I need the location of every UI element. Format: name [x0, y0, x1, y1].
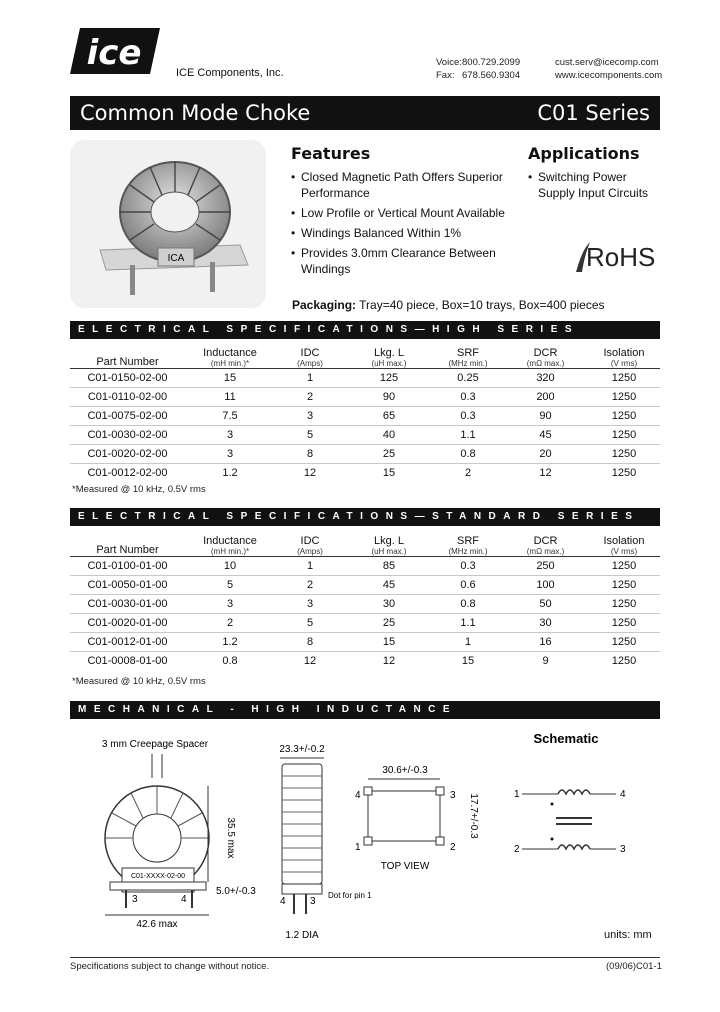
side-pin-3: 3 — [310, 896, 316, 907]
col-header: Lkg. L (uH max.) — [371, 347, 407, 368]
spec-cell: 12 — [275, 464, 345, 483]
product-title: Common Mode Choke — [80, 101, 311, 125]
table-header-row — [70, 342, 660, 369]
contact-online — [555, 56, 665, 82]
series-title: C01 Series — [537, 101, 650, 125]
mechanical-drawing — [70, 728, 660, 948]
spec-cell: 0.3 — [433, 407, 503, 426]
spec-cell: 0.8 — [433, 595, 503, 614]
spec-cell: 65 — [345, 407, 433, 426]
spec-cell: 0.8 — [433, 445, 503, 464]
top-view-label: TOP VIEW — [380, 861, 430, 872]
spec-cell: 8 — [275, 633, 345, 652]
spec-cell: 1.2 — [185, 633, 275, 652]
schematic-pin-1: 1 — [514, 789, 520, 800]
spec-cell: 11 — [185, 388, 275, 407]
spec-cell: 2 — [275, 388, 345, 407]
spec-cell: 5 — [275, 426, 345, 445]
spec-cell: 16 — [503, 633, 588, 652]
col-header: Isolation (V rms) — [603, 347, 645, 368]
part-number-cell: C01-0100-01-00 — [70, 557, 185, 576]
spec-cell: 1250 — [588, 614, 660, 633]
spec-cell: 7.5 — [185, 407, 275, 426]
table-row — [70, 557, 660, 576]
spec-cell: 1250 — [588, 633, 660, 652]
spec-cell: 12 — [275, 652, 345, 671]
applications-section — [528, 144, 660, 205]
spec-cell: 15 — [433, 652, 503, 671]
website[interactable]: www.icecomponents.com — [555, 70, 663, 81]
standard-series-note: *Measured @ 10 kHz, 0.5V rms — [72, 676, 206, 687]
spec-cell: 0.25 — [433, 369, 503, 388]
spec-cell: 2 — [275, 576, 345, 595]
spec-cell: 250 — [503, 557, 588, 576]
spec-cell: 15 — [345, 464, 433, 483]
schematic-pin-2: 2 — [514, 844, 520, 855]
table-header-row — [70, 530, 660, 557]
col-header: SRF (MHz min.) — [448, 347, 488, 368]
spec-cell: 1250 — [588, 557, 660, 576]
standard-series-bar: ELECTRICAL SPECIFICATIONS—STANDARD SERIES — [70, 508, 660, 526]
table-row — [70, 595, 660, 614]
top-pin-4: 4 — [355, 790, 361, 801]
spec-cell: 30 — [345, 595, 433, 614]
spec-cell: 1250 — [588, 388, 660, 407]
footer-rule — [70, 957, 660, 958]
spec-cell: 3 — [185, 445, 275, 464]
top-pin-3: 3 — [450, 790, 456, 801]
spec-cell: 320 — [503, 369, 588, 388]
part-number-cell: C01-0075-02-00 — [70, 407, 185, 426]
feature-item: • Provides 3.0mm Clearance Between Windings — [291, 245, 516, 277]
part-number-cell: C01-0012-02-00 — [70, 464, 185, 483]
feature-item: • Windings Balanced Within 1% — [291, 225, 516, 241]
rohs-mark — [572, 238, 662, 274]
company-name: ICE Components, Inc. — [176, 67, 284, 79]
col-header: Part Number — [96, 544, 159, 556]
standard-series-table — [70, 530, 660, 670]
col-header: IDC (Amps) — [297, 535, 323, 556]
spec-cell: 90 — [345, 388, 433, 407]
part-number-cell: C01-0020-01-00 — [70, 614, 185, 633]
features-list — [291, 169, 516, 277]
spec-cell: 125 — [345, 369, 433, 388]
spec-cell: 45 — [345, 576, 433, 595]
spec-cell: 1250 — [588, 407, 660, 426]
spec-cell: 1250 — [588, 595, 660, 614]
spec-cell: 25 — [345, 445, 433, 464]
part-number-cell: C01-0012-01-00 — [70, 633, 185, 652]
fax-label: Fax: — [436, 70, 455, 81]
spec-cell: 12 — [503, 464, 588, 483]
spec-cell: 25 — [345, 614, 433, 633]
spec-cell: 0.8 — [185, 652, 275, 671]
footer-page: C01-1 — [636, 961, 662, 972]
part-number-cell: C01-0030-02-00 — [70, 426, 185, 445]
spec-cell: 1250 — [588, 426, 660, 445]
col-header: Lkg. L (uH max.) — [371, 535, 407, 556]
top-pin-1: 1 — [355, 842, 361, 853]
table-row — [70, 369, 660, 388]
front-pin-4: 4 — [181, 894, 187, 905]
voice-number: 800.729.2099 — [462, 57, 521, 68]
footer-date: (09/06) — [606, 961, 637, 972]
table-row — [70, 576, 660, 595]
spec-cell: 90 — [503, 407, 588, 426]
product-photo — [70, 140, 266, 308]
part-number-cell: C01-0020-02-00 — [70, 445, 185, 464]
application-item: • Switching Power Supply Input Circuits — [528, 169, 660, 201]
feature-item: • Low Profile or Vertical Mount Available — [291, 205, 516, 221]
high-series-bar: ELECTRICAL SPECIFICATIONS—HIGH SERIES — [70, 321, 660, 339]
spec-cell: 8 — [275, 445, 345, 464]
contact-numbers — [462, 56, 532, 82]
body-marking-1: C01-XXXX-02-00 — [130, 873, 186, 880]
part-number-cell: C01-0150-02-00 — [70, 369, 185, 388]
packaging-text: Tray=40 piece, Box=10 trays, Box=400 pieces — [359, 298, 605, 312]
spec-cell: 12 — [345, 652, 433, 671]
col-header: Inductance (mH min.)* — [203, 347, 257, 368]
features-section — [291, 144, 516, 281]
spec-cell: 85 — [345, 557, 433, 576]
spec-cell: 40 — [345, 426, 433, 445]
spec-cell: 3 — [275, 595, 345, 614]
footer-disclaimer: Specifications subject to change without notice. — [70, 961, 270, 972]
spec-cell: 1250 — [588, 369, 660, 388]
feature-item: • Closed Magnetic Path Offers Superior Performance — [291, 169, 516, 201]
spec-cell: 1250 — [588, 652, 660, 671]
logo-text: ice — [86, 33, 142, 73]
spec-cell: 1 — [275, 369, 345, 388]
spec-cell: 2 — [433, 464, 503, 483]
table-row — [70, 388, 660, 407]
col-header: SRF (MHz min.) — [448, 535, 488, 556]
spec-cell: 15 — [185, 369, 275, 388]
spec-cell: 1.1 — [433, 426, 503, 445]
mechanical-bar: MECHANICAL - HIGH INDUCTANCE — [70, 701, 660, 719]
spec-cell: 3 — [185, 595, 275, 614]
spec-cell: 1.1 — [433, 614, 503, 633]
part-number-cell: C01-0030-01-00 — [70, 595, 185, 614]
width-dim: 42.6 max — [136, 919, 178, 930]
spec-cell: 0.3 — [433, 557, 503, 576]
col-header: DCR (mΩ max.) — [526, 347, 565, 368]
col-header: Part Number — [96, 356, 159, 368]
col-header: Inductance (mH min.)* — [203, 535, 257, 556]
table-row — [70, 633, 660, 652]
height-dim: 35.5 max — [225, 817, 236, 859]
spec-cell: 45 — [503, 426, 588, 445]
rohs-text: RoHS — [586, 242, 656, 272]
top-width-dim: 30.6+/-0.3 — [382, 765, 428, 776]
spec-cell: 1.2 — [185, 464, 275, 483]
spec-cell: 200 — [503, 388, 588, 407]
col-header: Isolation (V rms) — [603, 535, 645, 556]
ice-logo — [70, 24, 160, 76]
part-number-cell: C01-0008-01-00 — [70, 652, 185, 671]
spec-cell: 3 — [185, 426, 275, 445]
table-row — [70, 464, 660, 483]
applications-heading: Applications — [528, 144, 640, 163]
schematic-pin-4: 4 — [620, 789, 626, 800]
title-bar — [70, 96, 660, 130]
part-number-cell: C01-0050-01-00 — [70, 576, 185, 595]
spec-cell: 20 — [503, 445, 588, 464]
schematic-title: Schematic — [533, 731, 599, 746]
front-pin-3: 3 — [132, 894, 138, 905]
col-header: IDC (Amps) — [297, 347, 323, 368]
applications-list — [528, 169, 660, 201]
spec-cell: 15 — [345, 633, 433, 652]
features-heading: Features — [291, 144, 371, 163]
packaging-line — [292, 298, 605, 312]
spec-cell: 1250 — [588, 445, 660, 464]
spec-cell: 2 — [185, 614, 275, 633]
fax-number: 678.560.9304 — [462, 70, 521, 81]
spec-cell: 1 — [433, 633, 503, 652]
spec-cell: 1 — [275, 557, 345, 576]
spec-cell: 9 — [503, 652, 588, 671]
table-row — [70, 407, 660, 426]
table-row — [70, 614, 660, 633]
spec-cell: 10 — [185, 557, 275, 576]
high-series-table — [70, 342, 660, 482]
packaging-label: Packaging: — [292, 298, 357, 312]
table-row — [70, 652, 660, 671]
side-pin-4: 4 — [280, 896, 286, 907]
pin-offset-dim: 5.0+/-0.3 — [216, 886, 256, 897]
spec-cell: 5 — [275, 614, 345, 633]
col-header: DCR (mΩ max.) — [526, 535, 565, 556]
spec-cell: 0.3 — [433, 388, 503, 407]
side-width-dim: 23.3+/-0.2 — [279, 744, 325, 755]
spec-cell: 30 — [503, 614, 588, 633]
top-pin-2: 2 — [450, 842, 456, 853]
spec-cell: 1250 — [588, 576, 660, 595]
pin-dia-dim: 1.2 DIA — [285, 930, 319, 941]
schematic-pin-3: 3 — [620, 844, 626, 855]
spec-cell: 3 — [275, 407, 345, 426]
table-row — [70, 445, 660, 464]
spec-cell: 0.6 — [433, 576, 503, 595]
spec-cell: 100 — [503, 576, 588, 595]
part-number-cell: C01-0110-02-00 — [70, 388, 185, 407]
spec-cell: 50 — [503, 595, 588, 614]
table-row — [70, 426, 660, 445]
spacer-label: 3 mm Creepage Spacer — [101, 739, 209, 750]
high-series-note: *Measured @ 10 kHz, 0.5V rms — [72, 484, 206, 495]
spec-cell: 5 — [185, 576, 275, 595]
units-label: units: mm — [604, 929, 652, 941]
voice-label: Voice: — [436, 57, 462, 68]
dot-note: Dot for pin 1 — [328, 891, 372, 900]
spec-cell: 1250 — [588, 464, 660, 483]
email[interactable]: cust.serv@icecomp.com — [555, 57, 659, 68]
photo-label: ICA — [167, 253, 185, 264]
top-height-dim: 17.7+/-0.3 — [468, 793, 479, 839]
